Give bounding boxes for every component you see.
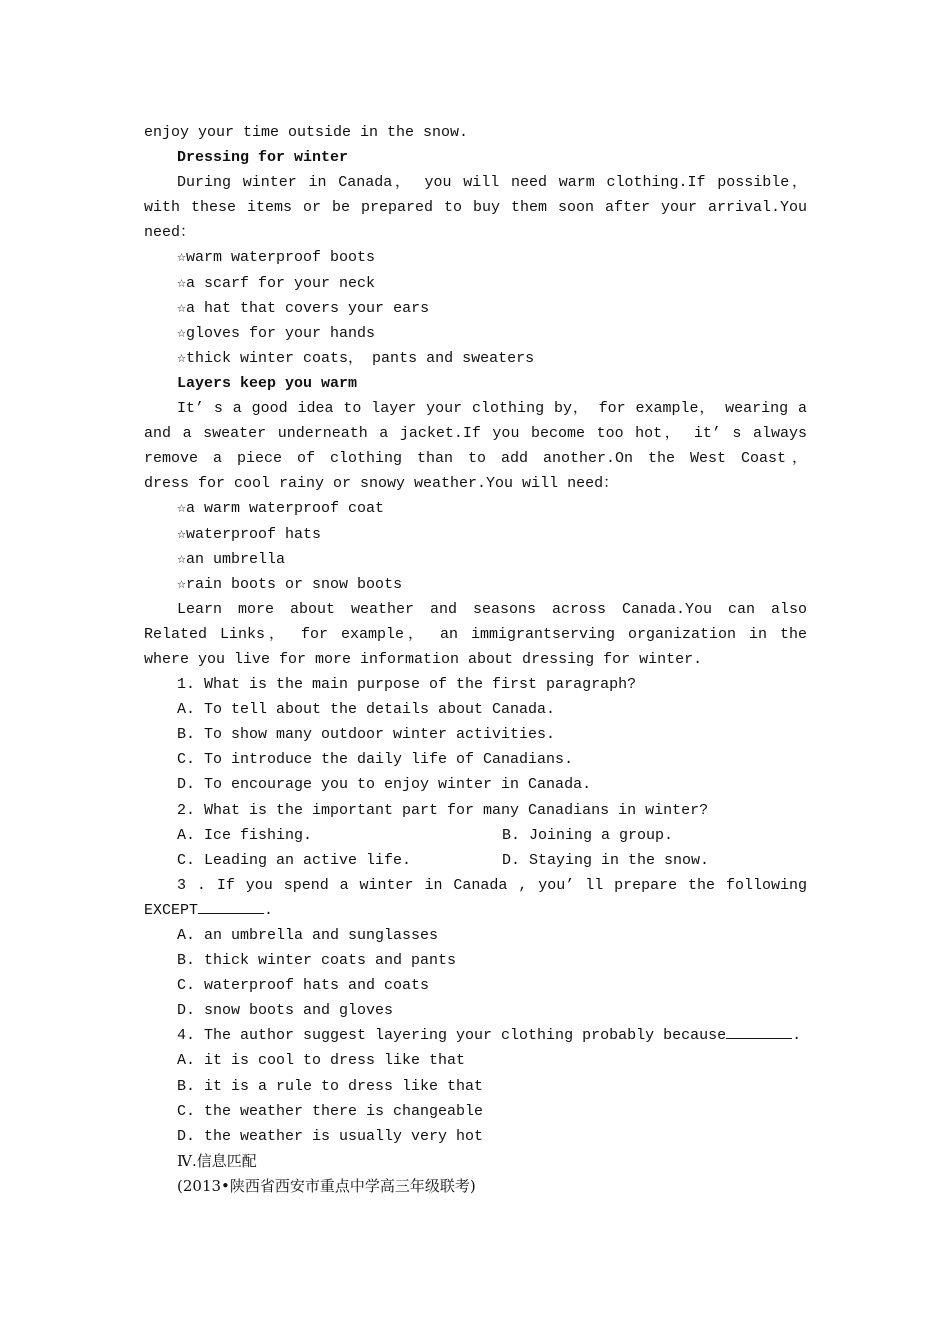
paragraph-line: and a sweater underneath a jacket.If you become too hot， it’ s always — [144, 425, 807, 443]
paragraph-line: with these items or be prepared to buy them soon after your arrival.You — [144, 199, 807, 217]
list-item: ☆a warm waterproof coat — [177, 500, 385, 518]
answer-blank — [726, 1024, 792, 1039]
paragraph-line: remove a piece of clothing than to add another.On the West Coast， — [144, 450, 807, 468]
section-heading-dressing: Dressing for winter — [177, 149, 349, 167]
question-3-stem-continued — [144, 898, 807, 923]
next-section-title: Ⅳ.信息匹配 — [177, 1151, 257, 1170]
question-3-option-b: B. thick winter coats and pants — [177, 952, 457, 970]
next-section-source: (2013•陕西省西安市重点中学高三年级联考) — [177, 1176, 476, 1195]
question-1-option-b: B. To show many outdoor winter activities. — [177, 726, 556, 744]
question-1-stem: 1. What is the main purpose of the first paragraph? — [177, 676, 637, 694]
list-item: ☆gloves for your hands — [177, 324, 376, 342]
question-4-option-a: A. it is cool to dress like that — [177, 1052, 466, 1070]
question-2-options-row-1 — [144, 823, 807, 848]
question-3-stem: 3 . If you spend a winter in Canada , you’ ll prepare the following — [177, 876, 807, 894]
question-2-options-row-2 — [144, 848, 807, 873]
paragraph-line: Related Links， for example， an immigrantserving organization in the — [144, 625, 807, 643]
question-4-option-c: C. the weather there is changeable — [177, 1102, 484, 1120]
paragraph-line: During winter in Canada， you will need warm clothing.If possible， — [177, 174, 807, 192]
list-item: ☆rain boots or snow boots — [177, 575, 403, 593]
answer-blank — [198, 899, 264, 914]
question-3-stem-end: . — [264, 901, 274, 919]
list-item: ☆an umbrella — [177, 550, 286, 568]
paragraph-line: need： — [144, 224, 196, 242]
question-3-option-a: A. an umbrella and sunglasses — [177, 927, 439, 944]
paragraph-line: where you live for more information about dressing for winter. — [144, 650, 703, 668]
question-1-option-d: D. To encourage you to enjoy winter in Canada. — [177, 776, 592, 794]
question-1-option-a: A. To tell about the details about Canada. — [177, 701, 556, 719]
question-3-except-text: EXCEPT — [144, 901, 199, 919]
question-4-stem-end: . — [792, 1027, 802, 1045]
question-4-option-d: D. the weather is usually very hot — [177, 1127, 484, 1145]
section-heading-layers: Layers keep you warm — [177, 374, 358, 392]
question-4-stem: 4. The author suggest layering your clothing probably because — [177, 1027, 727, 1045]
question-4-stem-line — [144, 1023, 807, 1048]
question-2-option-b: B. Joining a group. — [502, 826, 674, 844]
question-2-option-c: C. Leading an active life. — [177, 851, 412, 869]
question-2-option-d: D. Staying in the snow. — [502, 851, 710, 869]
list-item: ☆a scarf for your neck — [177, 274, 376, 292]
intro-tail-line: enjoy your time outside in the snow. — [144, 124, 469, 141]
question-1-option-c: C. To introduce the daily life of Canadians. — [177, 751, 574, 769]
list-item: ☆thick winter coats， pants and sweaters — [177, 349, 535, 367]
paragraph-line: dress for cool rainy or snowy weather.You will need： — [144, 475, 619, 493]
list-item: ☆a hat that covers your ears — [177, 299, 430, 317]
paragraph-line: It’ s a good idea to layer your clothing by， for example， wearing a — [177, 400, 807, 418]
question-2-option-a: A. Ice fishing. — [177, 826, 313, 844]
question-3-option-c: C. waterproof hats and coats — [177, 977, 430, 995]
question-4-option-b: B. it is a rule to dress like that — [177, 1077, 484, 1095]
list-item: ☆warm waterproof boots — [177, 249, 376, 267]
question-2-stem: 2. What is the important part for many Canadians in winter? — [177, 801, 709, 819]
paragraph-line: Learn more about weather and seasons across Canada.You can also — [177, 600, 807, 618]
document-body — [144, 120, 807, 1199]
question-3-option-d: D. snow boots and gloves — [177, 1002, 394, 1020]
list-item: ☆waterproof hats — [177, 525, 322, 543]
